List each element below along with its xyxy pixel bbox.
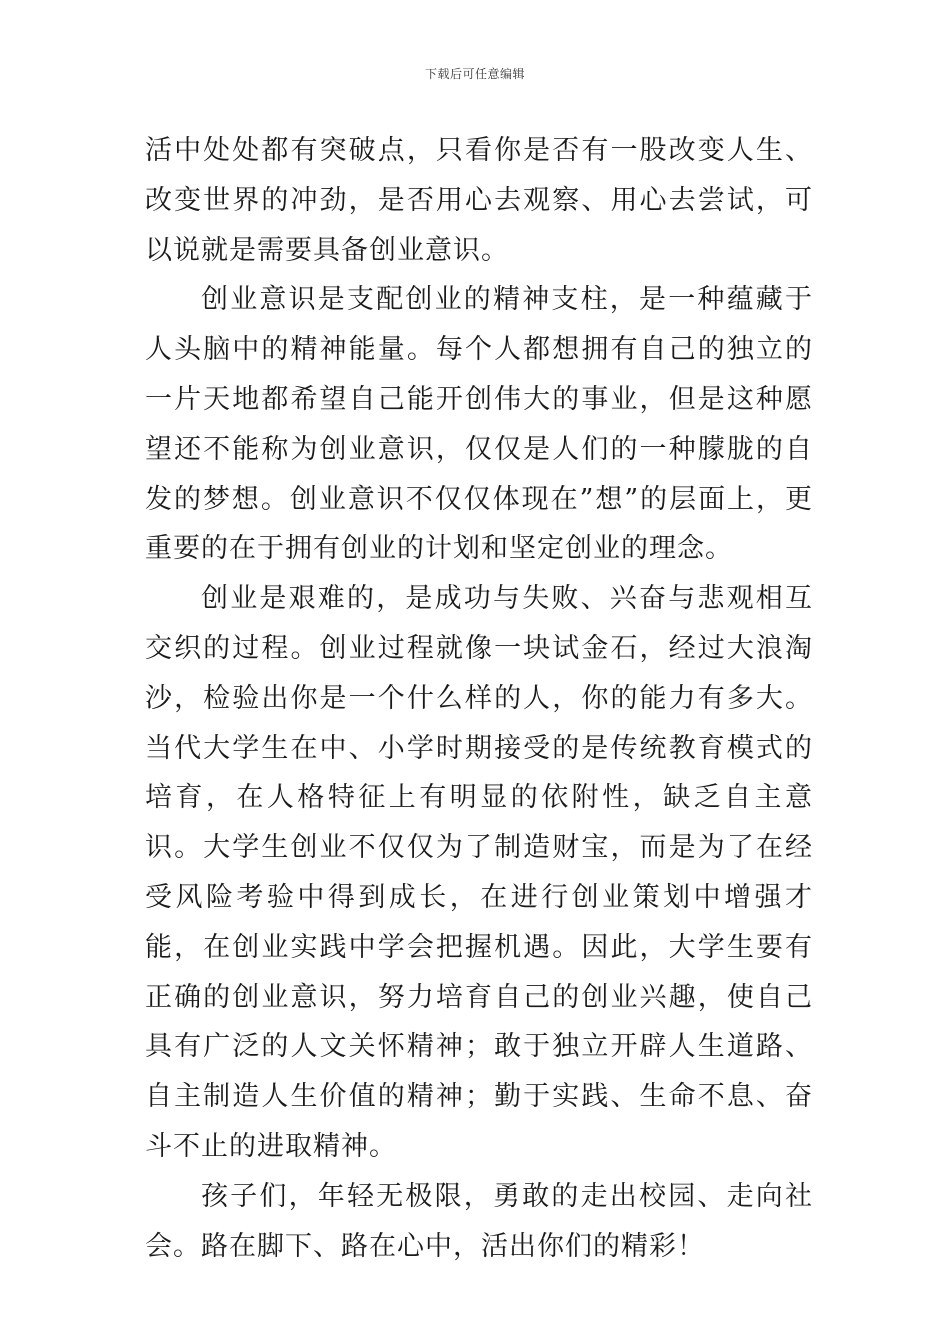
paragraph: 孩子们，年轻无极限，勇敢的走出校园、走向社会。路在脚下、路在心中，活出你们的精彩！ [145, 1180, 813, 1262]
paragraph: 创业意识是支配创业的精神支柱，是一种蕴藏于人头脑中的精神能量。每个人都想拥有自己的独立的一片天地都希望自己能开创伟大的事业，但是这种愿望还不能称为创业意识，仅仅是人们的一种朦胧的自发的梦想。创业意识不仅仅体现在”想”的层面上，更重要的在于拥有创业的计划和坚定创业的理念。 [145, 284, 813, 565]
paragraph: 活中处处都有突破点，只看你是否有一股改变人生、改变世界的冲劲，是否用心去观察、用心去尝试，可以说就是需要具备创业意识。 [145, 135, 813, 266]
page-header-note: 下载后可任意编辑 [424, 67, 525, 81]
document-body [145, 126, 813, 1271]
paragraph: 创业是艰难的，是成功与失败、兴奋与悲观相互交织的过程。创业过程就像一块试金石，经过大浪淘沙，检验出你是一个什么样的人，你的能力有多大。当代大学生在中、小学时期接受的是传统教育模式的培育，在人格特征上有明显的依附性，缺乏自主意识。大学生创业不仅仅为了制造财宝，而是为了在经受风险考验中得到成长，在进行创业策划中增强才能，在创业实践中学会把握机遇。因此，大学生要有正确的创业意识，努力培育自己的创业兴趣，使自己具有广泛的人文关怀精神；敢于独立开辟人生道路、自主制造人生价值的精神；勤于实践、生命不息、奋斗不止的进取精神。 [145, 583, 813, 1162]
